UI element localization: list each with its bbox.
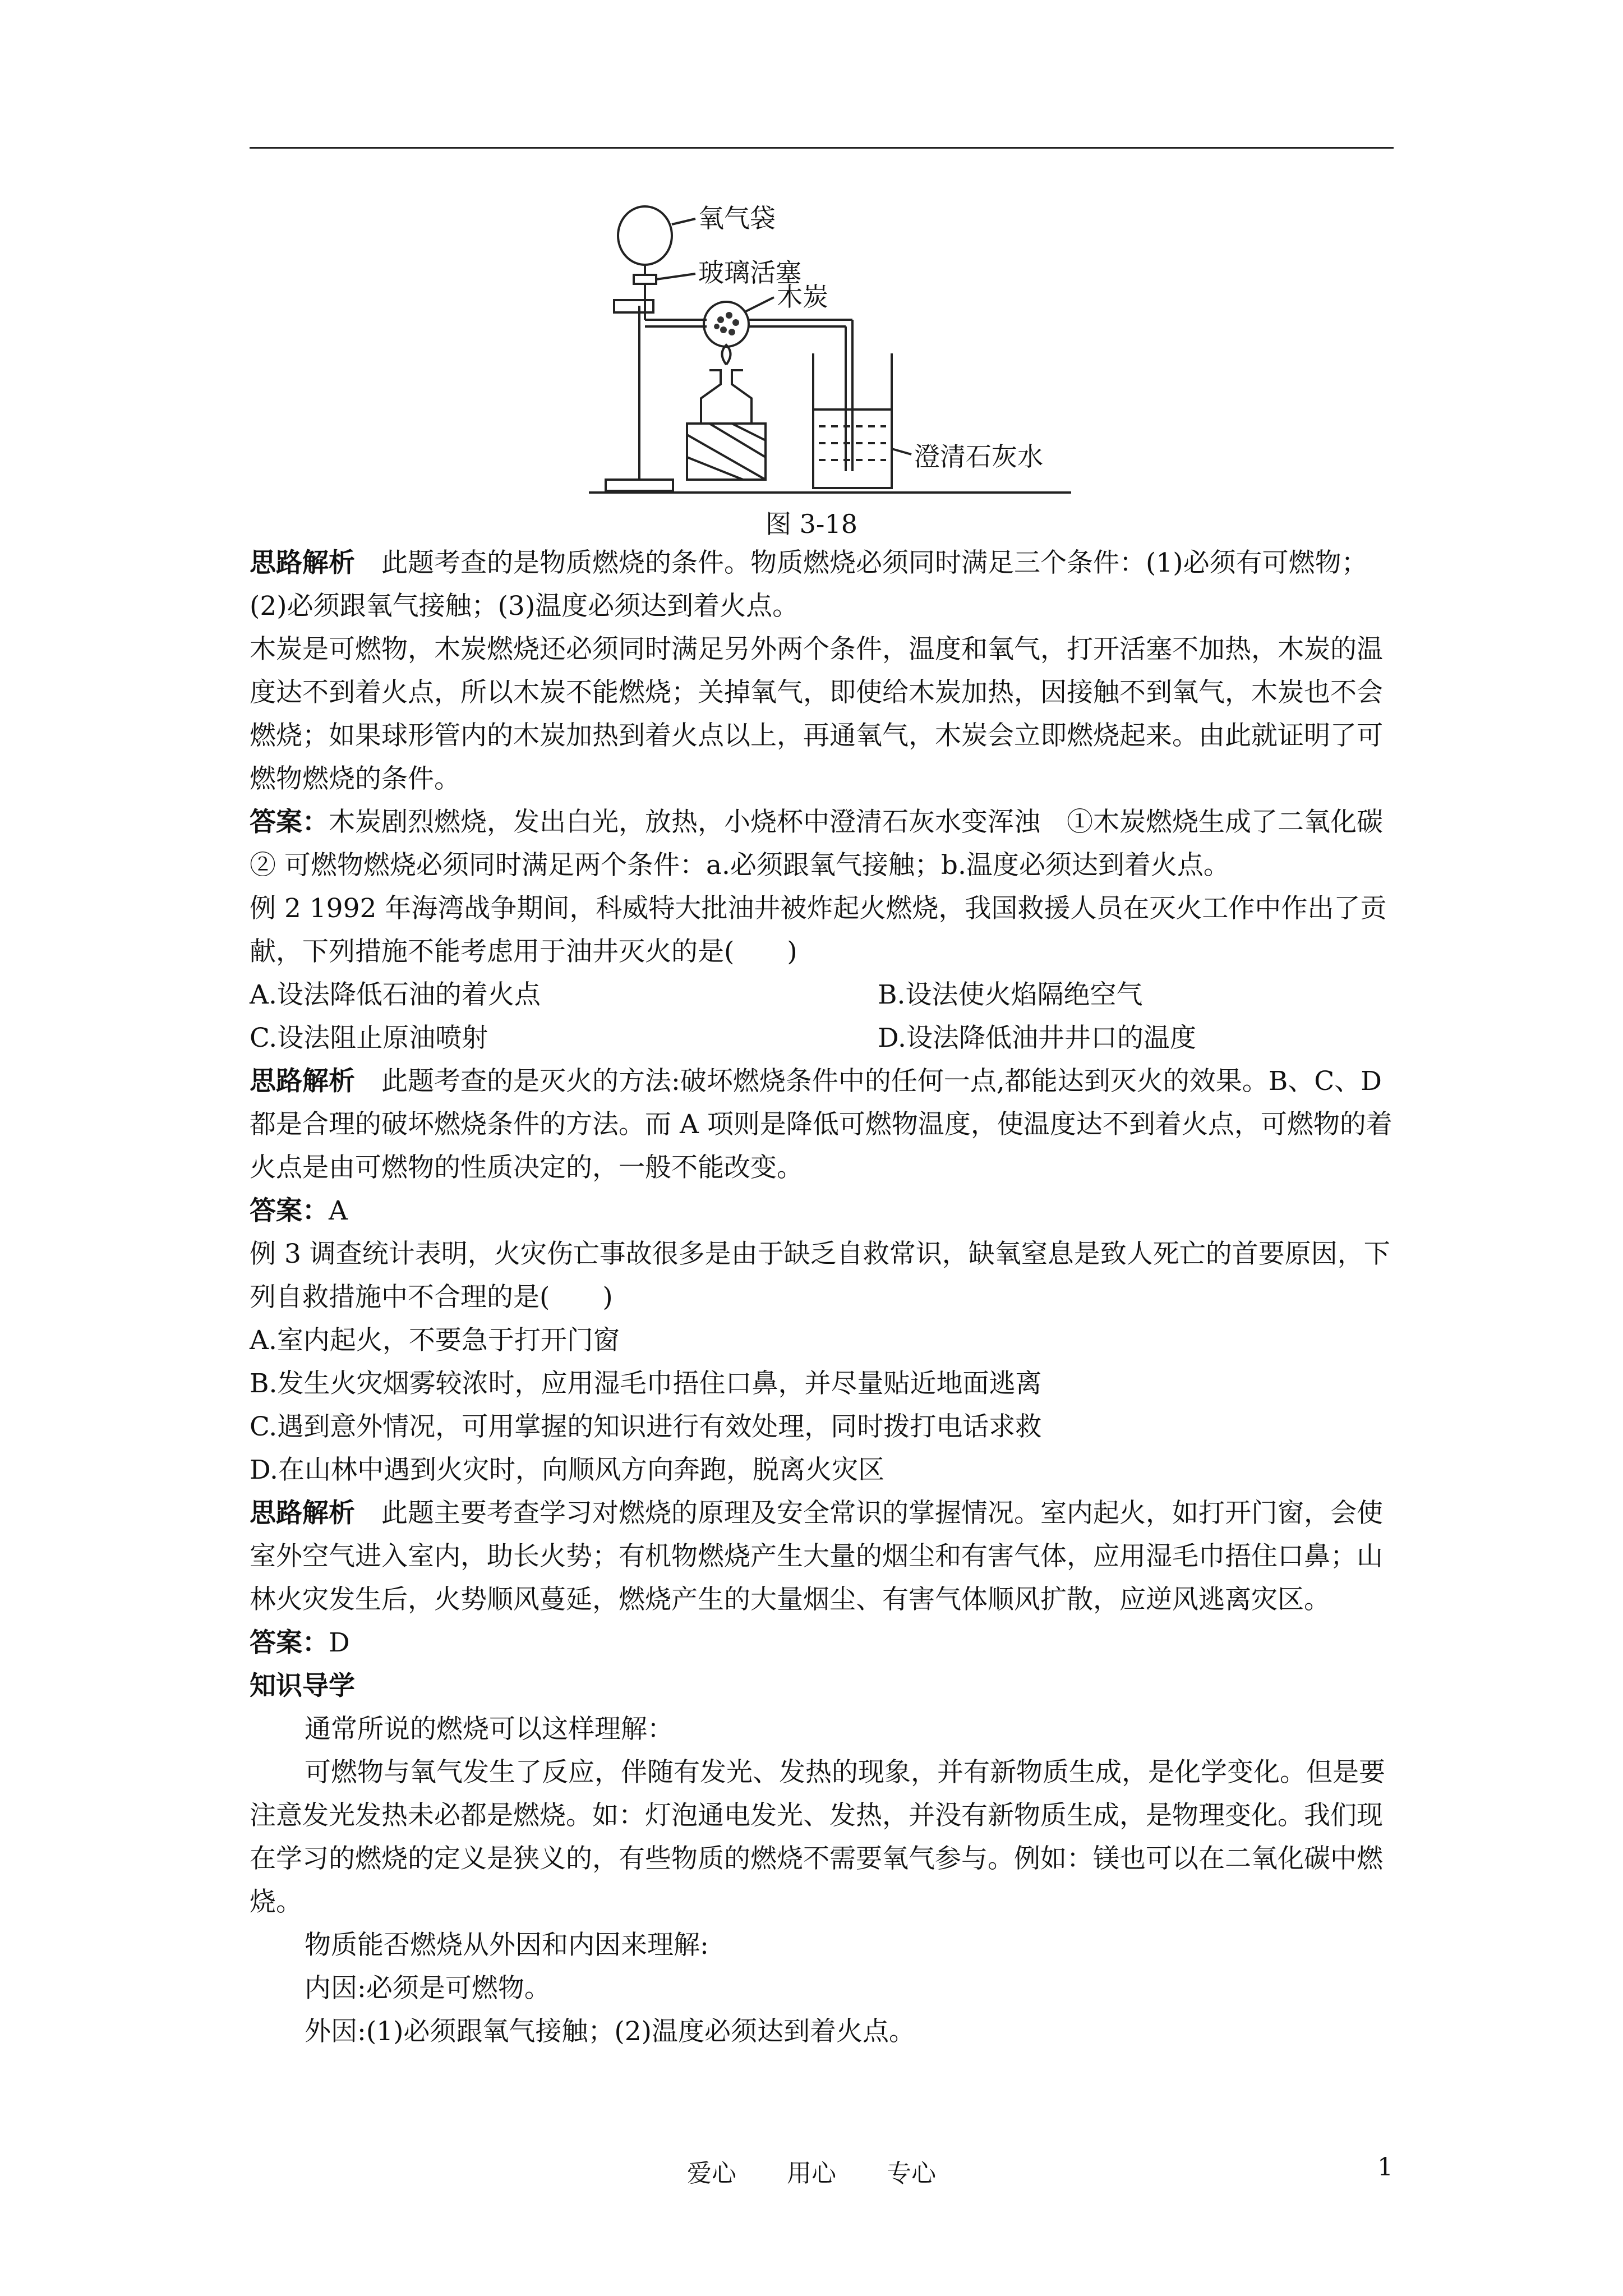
knowledge-para-2: 可燃物与氧气发生了反应，伴随有发光、发热的现象，并有新物质生成，是化学变化。但是要注意发光发热未必都是燃烧。如：灯泡通电发光、发热，并没有新物质生成，是物理变化。我们现在学习的燃烧的定义是狭义的，有些物质的燃烧不需要氧气参与。例如：镁也可以在二氧化碳中燃烧。 xyxy=(250,1757,1385,1917)
example-3-option-c: C.遇到意外情况，可用掌握的知识进行有效处理，同时拨打电话求救 xyxy=(250,1411,1042,1442)
example-3-option-b: B.发生火灾烟雾较浓时，应用湿毛巾捂住口鼻，并尽量贴近地面逃离 xyxy=(250,1368,1042,1399)
analysis-3-heading: 思路解析 xyxy=(250,1498,355,1529)
analysis-1-text: 此题考查的是物质燃烧的条件。物质燃烧必须同时满足三个条件：(1)必须有可燃物；(2)必须跟氧气接触；(3)温度必须达到着火点。 xyxy=(250,547,1368,622)
figure-caption: 图 3-18 xyxy=(766,509,857,539)
example-2-option-d: D.设法降低油井井口的温度 xyxy=(878,1023,1196,1053)
example-3-option-d: D.在山林中遇到火灾时，向顺风方向奔跑，脱离火灾区 xyxy=(250,1455,884,1485)
knowledge-heading: 知识导学 xyxy=(250,1671,355,1701)
answer-2 xyxy=(250,1189,1394,1232)
answer-2-text: A xyxy=(329,1195,348,1226)
answer-3-heading: 答案： xyxy=(250,1627,329,1658)
analysis-2-heading: 思路解析 xyxy=(250,1066,355,1097)
footer-item-2: 用心 xyxy=(787,2159,836,2188)
answer-2-heading: 答案： xyxy=(250,1195,329,1226)
example-2-option-a: A.设法降低石油的着火点 xyxy=(250,979,541,1010)
charcoal-bulb-shape xyxy=(704,302,749,347)
label-glass-stopcock: 玻璃活塞 xyxy=(698,257,801,288)
footer-item-1: 爱心 xyxy=(687,2159,736,2188)
oxygen-bag-shape xyxy=(618,206,672,265)
answer-3-text: D xyxy=(329,1627,350,1658)
answer-1 xyxy=(250,800,1409,887)
analysis-1-heading: 思路解析 xyxy=(250,547,355,578)
main-content xyxy=(250,541,1409,2053)
example-2-options-row-1 xyxy=(250,973,1394,1016)
answer-1-heading: 答案： xyxy=(250,807,329,838)
page-number: 1 xyxy=(1377,2153,1393,2182)
analysis-2-text: 此题考查的是灭火的方法:破坏燃烧条件中的任何一点,都能达到灭火的效果。B、C、D 都是合理的破坏燃烧条件的方法。而 A 项则是降低可燃物温度，使温度达不到着火点，可燃物的着火点是由可燃物的性质决定的，一般不能改变。 xyxy=(250,1066,1393,1183)
example-2-question: 例 2 1992 年海湾战争期间，科威特大批油井被炸起火燃烧，我国救援人员在灭火工作中作出了贡献，下列措施不能考虑用于油井灭火的是( ) xyxy=(250,893,1387,967)
label-limewater: 澄清石灰水 xyxy=(914,441,1043,472)
analysis-3 xyxy=(250,1492,1394,1621)
example-3-option-a: A.室内起火，不要急于打开门窗 xyxy=(250,1325,620,1356)
answer-1-text: 木炭剧烈燃烧，发出白光，放热，小烧杯中澄清石灰水变浑浊 ①木炭燃烧生成了二氧化碳 ② 可燃物燃烧必须同时满足两个条件：a.必须跟氧气接触；b.温度必须达到着火点。 xyxy=(250,807,1409,881)
answer-3 xyxy=(250,1621,1394,1664)
knowledge-para-3: 物质能否燃烧从外因和内因来理解: xyxy=(305,1930,709,1961)
analysis-3-text: 此题主要考查学习对燃烧的原理及安全常识的掌握情况。室内起火，如打开门窗，会使室外空气进入室内，助长火势；有机物燃烧产生大量的烟尘和有害气体，应用湿毛巾捂住口鼻；山林火灾发生后，火势顺风蔓延，燃烧产生的大量烟尘、有害气体顺风扩散，应逆风逃离灾区。 xyxy=(250,1498,1383,1615)
example-2-option-c: C.设法阻止原油喷射 xyxy=(250,1023,488,1053)
knowledge-para-1: 通常所说的燃烧可以这样理解： xyxy=(305,1714,674,1745)
analysis-1 xyxy=(250,541,1394,628)
analysis-1-detail: 木炭是可燃物，木炭燃烧还必须同时满足另外两个条件，温度和氧气，打开活塞不加热，木炭的温度达不到着火点，所以木炭不能燃烧；关掉氧气，即使给木炭加热，因接触不到氧气，木炭也不会燃烧；如果球形管内的木炭加热到着火点以上，再通氧气，木炭会立即燃烧起来。由此就证明了可燃物燃烧的条件。 xyxy=(250,634,1383,794)
knowledge-para-5: 外因:(1)必须跟氧气接触；(2)温度必须达到着火点。 xyxy=(305,2016,915,2047)
knowledge-para-4: 内因:必须是可燃物。 xyxy=(305,1973,551,2004)
label-oxygen-bag: 氧气袋 xyxy=(698,203,776,233)
example-2-option-b: B.设法使火焰隔绝空气 xyxy=(878,979,1143,1010)
apparatus-diagram xyxy=(589,185,1082,510)
apparatus-figure xyxy=(589,185,1082,510)
analysis-2 xyxy=(250,1060,1394,1189)
example-2-options-row-2 xyxy=(250,1016,1394,1060)
example-3-question: 例 3 调查统计表明，火灾伤亡事故很多是由于缺乏自救常识，缺氧窒息是致人死亡的首要原因，下列自救措施中不合理的是( ) xyxy=(250,1239,1390,1313)
header-rule xyxy=(250,147,1394,149)
footer-item-3: 专心 xyxy=(887,2159,936,2188)
label-charcoal: 木炭 xyxy=(777,282,828,312)
